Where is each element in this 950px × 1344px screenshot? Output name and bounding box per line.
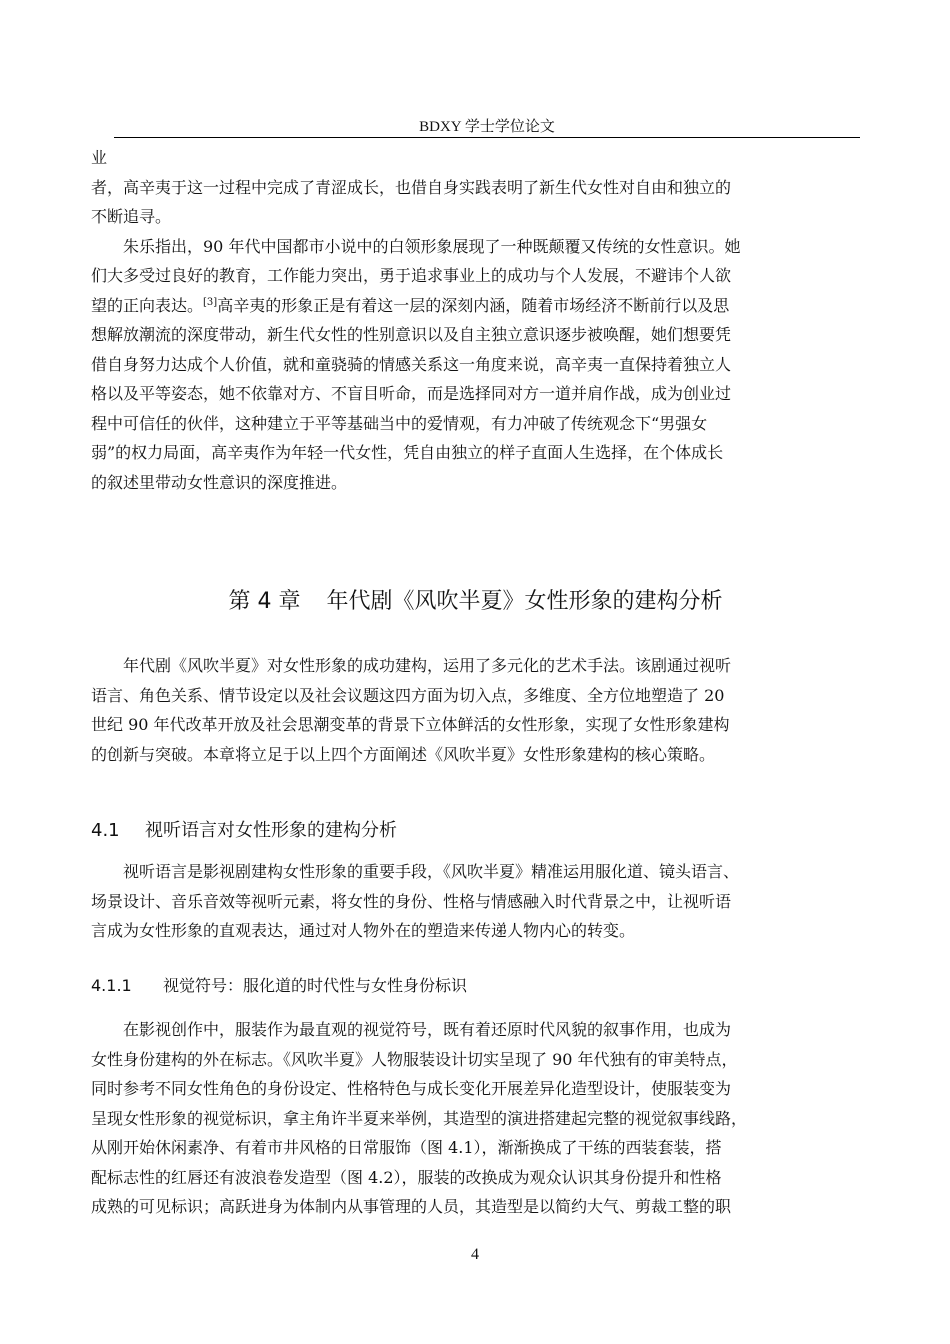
text-line: 望的正向表达。 xyxy=(91,295,204,315)
text-line: 语言、角色关系、情节设定以及社会议题这四方面为切入点，多维度、全方位地塑造了 20 xyxy=(91,685,725,705)
section-4-1-1-body xyxy=(91,1015,871,1222)
text-line: 视听语言是影视剧建构女性形象的重要手段，《风吹半夏》精准运用服化道、镜头语言、 xyxy=(123,862,740,881)
subsection-title: 视觉符号：服化道的时代性与女性身份标识 xyxy=(163,976,468,995)
section-title: 视听语言对女性形象的建构分析 xyxy=(145,820,397,841)
top-section xyxy=(91,143,871,497)
running-header: BDXY 学士学位论文 xyxy=(419,119,555,135)
section-heading-4-1-1 xyxy=(91,973,467,999)
text-line: 不断追寻。 xyxy=(91,207,172,226)
text-line: 程中可信任的伙伴，这种建立于平等基础当中的爱情观，有力冲破了传统观念下“男强女 xyxy=(91,413,708,433)
chapter-title: 年代剧《风吹半夏》女性形象的建构分析 xyxy=(326,589,723,614)
text-line: 在影视创作中，服装作为最直观的视觉符号，既有着还原时代风貌的叙事作用，也成为 xyxy=(123,1020,732,1039)
chapter-number: 第 4 章 xyxy=(228,589,301,614)
paragraph-intro xyxy=(91,651,871,769)
text-line: 格以及平等姿态，她不依靠对方、不盲目听命，而是选择同对方一道并肩作战，成为创业过 xyxy=(91,384,732,403)
page-number: 4 xyxy=(471,1246,479,1263)
text-line: 的叙述里带动女性意识的深度推进。 xyxy=(91,472,348,492)
text-line: 想解放潮流的深度带动，新生代女性的性别意识以及自主独立意识逐步被唤醒，她们想要凭 xyxy=(91,325,732,344)
subsection-number: 4.1.1 xyxy=(91,976,132,995)
text-line: 配标志性的红唇还有波浪卷发造型（图 4.2），服装的改换成为观众认识其身份提升和性格 xyxy=(91,1167,722,1187)
text-line: 年代剧《风吹半夏》对女性形象的成功建构，运用了多元化的艺术手法。该剧通过视听 xyxy=(123,656,732,675)
chapter-intro xyxy=(91,651,871,769)
chapter-heading xyxy=(91,585,860,619)
citation-ref: [3] xyxy=(203,296,218,308)
text-line: 世纪 90 年代改革开放及社会思潮变革的背景下立体鲜活的女性形象，实现了女性形象建构 xyxy=(91,715,730,734)
text-line: 从刚开始休闲素净、有着市井风格的日常服饰（图 4.1），渐渐换成了干练的西装套装，搭 xyxy=(91,1138,722,1157)
text-line: 场景设计、音乐音效等视听元素，将女性的身份、性格与情感融入时代背景之中，让视听语 xyxy=(91,891,732,911)
header-rule xyxy=(114,137,860,138)
section-number: 4.1 xyxy=(91,820,120,841)
text-line: 成熟的可见标识；高跃进身为体制内从事管理的人员，其造型是以简约大气、剪裁工整的职 xyxy=(91,1197,732,1216)
text-line: 同时参考不同女性角色的身份设定、性格特色与成长变化开展差异化造型设计，使服装变为 xyxy=(91,1079,732,1098)
text-line: 们大多受过良好的教育，工作能力突出，勇于追求事业上的成功与个人发展，不避讳个人欲 xyxy=(91,266,732,285)
text-line: 高辛夷的形象正是有着这一层的深刻内涵，随着市场经济不断前行以及思 xyxy=(217,295,730,315)
section-4-1-body xyxy=(91,857,871,946)
paragraph-continued xyxy=(91,143,871,232)
text-line: 者，高辛夷于这一过程中完成了青涩成长，也借自身实践表明了新生代女性对自由和独立的 xyxy=(91,177,732,197)
text-line: 言成为女性形象的直观表达，通过对人物外在的塑造来传递人物内心的转变。 xyxy=(91,921,636,940)
text-line: 朱乐指出，90 年代中国都市小说中的白领形象展现了一种既颠覆又传统的女性意识。她 xyxy=(123,236,741,256)
text-line: 的创新与突破。本章将立足于以上四个方面阐述《风吹半夏》女性形象建构的核心策略。 xyxy=(91,744,716,764)
text-line: 女性身份建构的外在标志。《风吹半夏》人物服装设计切实呈现了 90 年代独有的审美特点， xyxy=(91,1049,738,1069)
text-line: 业 xyxy=(91,148,108,167)
paragraph-4-1-1 xyxy=(91,1015,871,1222)
paragraph-4-1 xyxy=(91,857,871,946)
section-heading-4-1 xyxy=(91,817,397,845)
text-line: 借自身努力达成个人价值，就和童骁骑的情感关系这一角度来说，高辛夷一直保持着独立人 xyxy=(91,354,732,374)
text-line: 呈现女性形象的视觉标识，拿主角许半夏来举例，其造型的演进搭建起完整的视觉叙事线路， xyxy=(91,1108,748,1128)
paragraph-zhu-le xyxy=(91,232,871,498)
text-line: 弱”的权力局面，高辛夷作为年轻一代女性，凭自由独立的样子直面人生选择，在个体成长 xyxy=(91,443,724,462)
